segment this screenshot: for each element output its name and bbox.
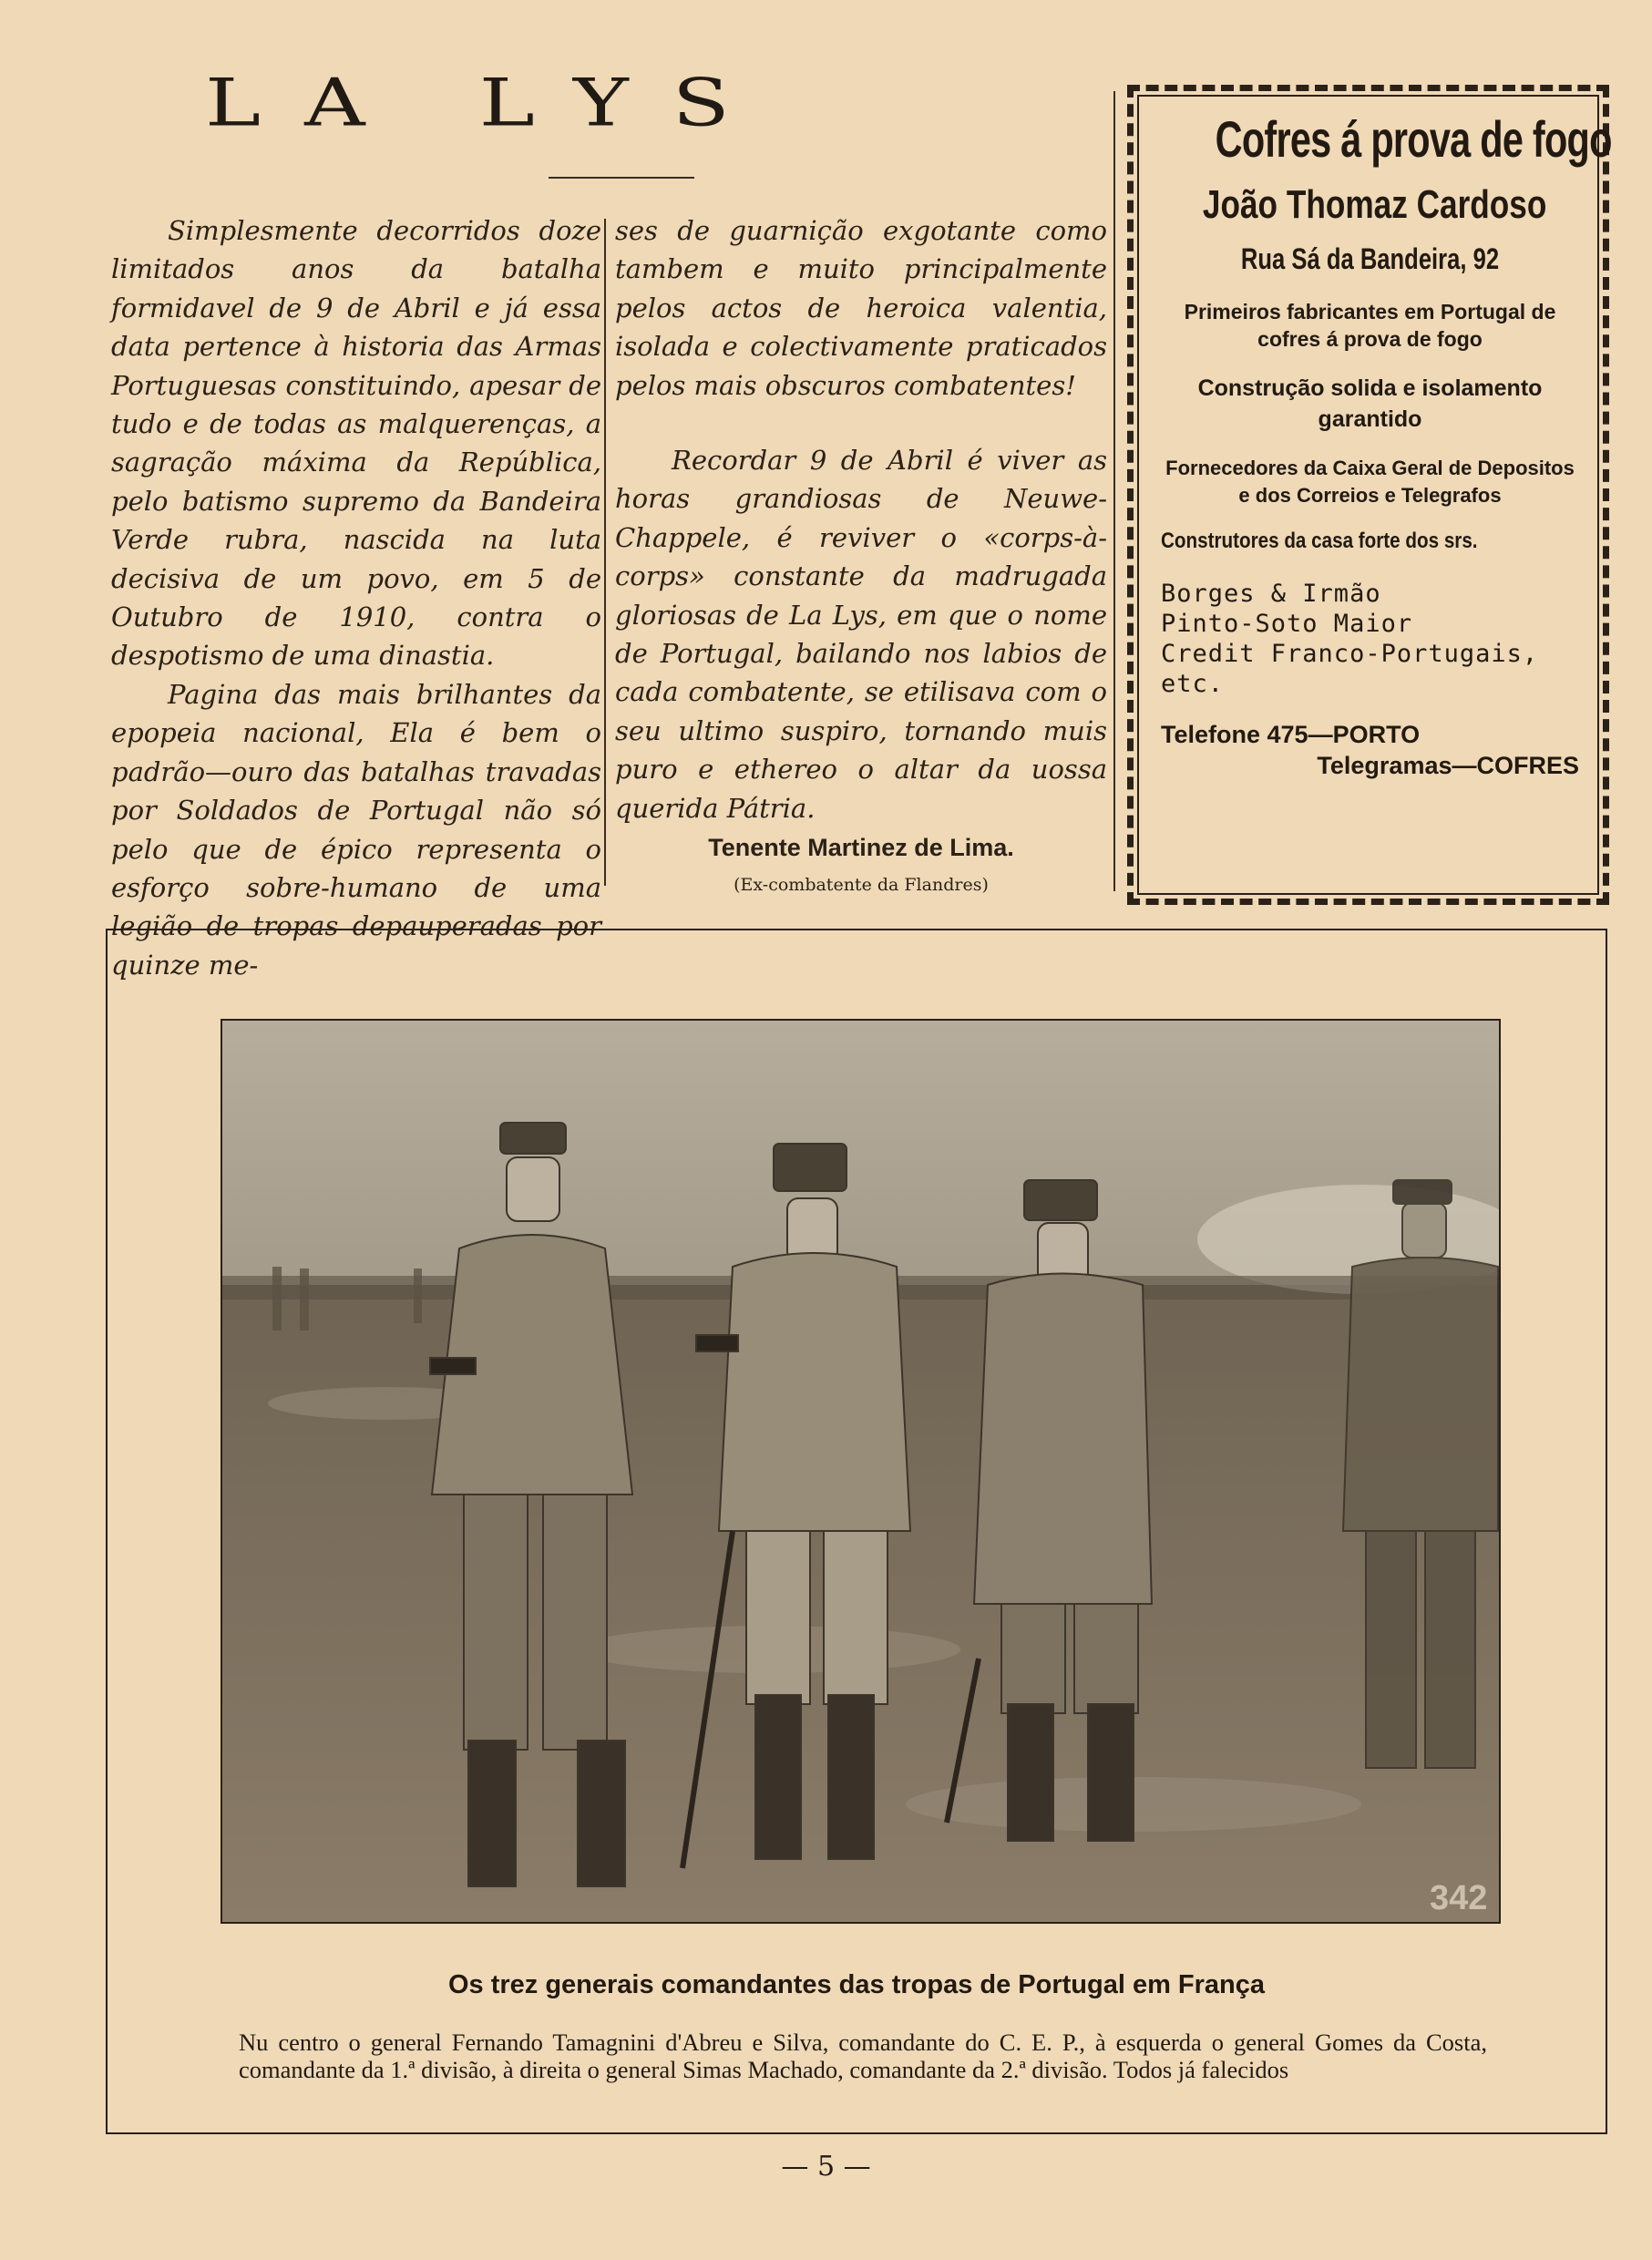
ad-tagline: Construção solida e isolamento garantido [1197,375,1543,432]
generals-photograph [221,1019,1501,1924]
photo-illustration [222,1021,1501,1924]
ad-headline: Cofres á prova de fogo [1215,110,1612,168]
ad-tagline: Construtores da casa forte dos srs. [1161,529,1478,553]
article-paragraph: ses de guarnição exgotante como tambem e muito principalmente pelos actos de heroica valentia, isolada e colectivamente praticados pelos mais obscuros combatentes! [615,215,1107,401]
column-divider [604,219,606,886]
ad-telegrams: Telegramas—COFRES [1317,752,1579,779]
photo-plate-number: 342 [1430,1879,1488,1917]
advertisement-box [1127,85,1612,905]
ad-client: Credit Franco-Portugais, etc. [1161,640,1539,698]
ad-tagline: Primeiros fabricantes em Portugal de cofres á prova de fogo [1184,300,1556,351]
article-paragraph: Recordar 9 de Abril é viver as horas grandiosas de Neuwe-Chappele, é reviver o «corps-à-corps» constante da madrugada gloriosas de La Lys, em que o nome de Portugal, bailando nos labios de cada combatente, se etilisava com o seu ultimo suspiro, tornando muis puro e ethereo o altar da uossa querida Pátria. [615,445,1107,824]
photo-caption-title: Os trez generais comandantes das tropas de Portugal em França [447,1970,1266,1999]
title-divider [549,177,694,179]
article-title: LA LYS [205,64,774,141]
column-divider [1113,91,1115,891]
ad-company-name: João Thomaz Cardoso [1202,182,1547,227]
ad-client: Pinto-Soto Maior [1161,610,1413,638]
article-author-note: (Ex-combatente da Flandres) [734,875,989,895]
photo-caption-text: Nu centro o general Fernando Tamagnini d'Abreu e Silva, comandante do C. E. P., à esquerda o general Gomes da Costa, comandante da 1.ª divisão, à direita o general Simas Machado, comandante da 2.ª divisão. Todos já falecidos [239,2029,1487,2083]
page-number: — 5 — [781,2151,871,2183]
article-paragraph: Simplesmente decorridos doze limitados anos da batalha formidavel de 9 de Abril e já essa data pertence à historia das Armas Portuguesas constituindo, apesar de tudo e de todas as malquerenças, a sagração máxima da República, pelo batismo supremo da Bandeira Verde rubra, nascida na luta decisiva de um povo, em 5 de Outubro de 1910, contra o despotismo de uma dinastia. [111,215,601,672]
ad-tagline: Fornecedores da Caixa Geral de Depositos e dos Correios e Telegrafos [1165,457,1575,507]
article-paragraph: Pagina das mais brilhantes da epopeia nacional, Ela é bem o padrão—ouro das batalhas travadas por Soldados de Portugal não só pelo que de épico representa o esforço sobre-humano de uma legião de tropas depauperadas por quinze me- [111,678,601,981]
ad-client-list [1161,579,1579,699]
ad-phone: Telefone 475—PORTO [1161,721,1421,748]
article-author: Tenente Martinez de Lima. [708,834,1014,861]
article-column-2 [615,211,1107,827]
ad-client: Borges & Irmão [1161,580,1381,608]
article-column-1 [111,211,601,984]
ad-address: Rua Sá da Bandeira, 92 [1240,242,1500,275]
